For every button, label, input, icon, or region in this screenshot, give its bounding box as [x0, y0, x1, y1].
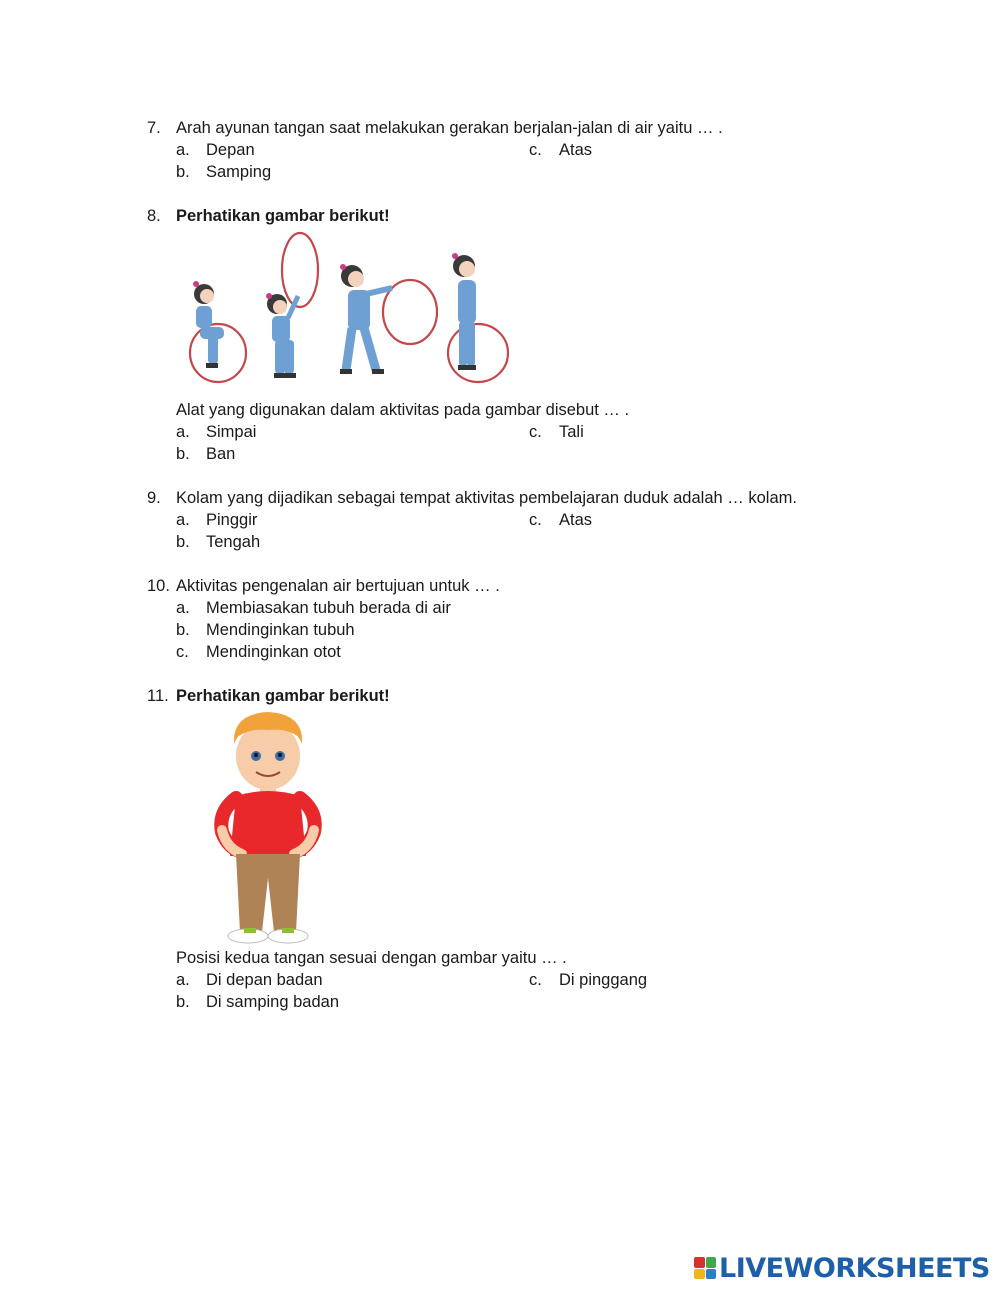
question-instruction: Perhatikan gambar berikut! [176, 207, 390, 225]
question-11 [147, 685, 907, 707]
option-letter: a. [176, 423, 190, 441]
option-letter: c. [529, 511, 542, 529]
option-letter: a. [176, 511, 190, 529]
hula-hoop-girls-illustration [180, 230, 520, 390]
option-text: Pinggir [206, 511, 258, 529]
girl-figure [340, 264, 437, 374]
option-text: Ban [206, 445, 236, 463]
option-text: Samping [206, 163, 272, 181]
question-8 [147, 205, 907, 227]
option-text: Di depan badan [206, 971, 323, 989]
logo-grid-icon [694, 1257, 716, 1279]
option-letter: c. [529, 141, 542, 159]
option-letter: b. [176, 533, 190, 551]
option-text: Mendinginkan tubuh [206, 621, 355, 639]
question-10 [147, 575, 907, 663]
option-text: Membiasakan tubuh berada di air [206, 599, 451, 617]
question-9 [147, 487, 907, 553]
question-stem: Posisi kedua tangan sesuai dengan gambar yaitu … . [176, 949, 567, 967]
option-letter: c. [176, 643, 189, 661]
boy-hands-on-hips-illustration [212, 708, 324, 946]
question-number: 9. [147, 489, 161, 507]
question-stem: Kolam yang dijadikan sebagai tempat aktivitas pembelajaran duduk adalah … kolam. [176, 489, 797, 507]
girl-figure [448, 253, 508, 382]
option-letter: b. [176, 445, 190, 463]
option-text: Atas [559, 141, 593, 159]
option-letter: b. [176, 993, 190, 1011]
question-number: 11. [147, 687, 169, 705]
option-letter: a. [176, 141, 190, 159]
question-7 [147, 117, 907, 183]
question-8-body [147, 399, 907, 465]
question-number: 8. [147, 207, 161, 225]
option-letter: a. [176, 971, 190, 989]
option-letter: b. [176, 163, 190, 181]
option-letter: b. [176, 621, 190, 639]
option-text: Depan [206, 141, 255, 159]
logo-square-icon [706, 1257, 717, 1268]
option-letter: a. [176, 599, 190, 617]
option-letter: c. [529, 971, 542, 989]
option-text: Di samping badan [206, 993, 339, 1011]
question-number: 10. [147, 577, 170, 595]
liveworksheets-logo [694, 1252, 990, 1284]
question-stem: Arah ayunan tangan saat melakukan gerakan berjalan-jalan di air yaitu … . [176, 119, 723, 137]
question-stem: Alat yang digunakan dalam aktivitas pada gambar disebut … . [176, 401, 630, 419]
girl-figure [190, 281, 246, 382]
question-number: 7. [147, 119, 161, 137]
logo-square-icon [706, 1269, 717, 1280]
option-text: Mendinginkan otot [206, 643, 341, 661]
option-text: Tali [559, 423, 584, 441]
question-stem: Aktivitas pengenalan air bertujuan untuk … . [176, 577, 500, 595]
question-11-body [147, 947, 907, 1013]
option-text: Tengah [206, 533, 261, 551]
option-letter: c. [529, 423, 542, 441]
girl-figure [266, 233, 318, 378]
brand-name: LIVEWORKSHEETS [719, 1252, 990, 1284]
option-text: Simpai [206, 423, 257, 441]
logo-square-icon [694, 1269, 705, 1280]
logo-square-icon [694, 1257, 705, 1268]
option-text: Di pinggang [559, 971, 648, 989]
option-text: Atas [559, 511, 593, 529]
question-instruction: Perhatikan gambar berikut! [176, 687, 390, 705]
